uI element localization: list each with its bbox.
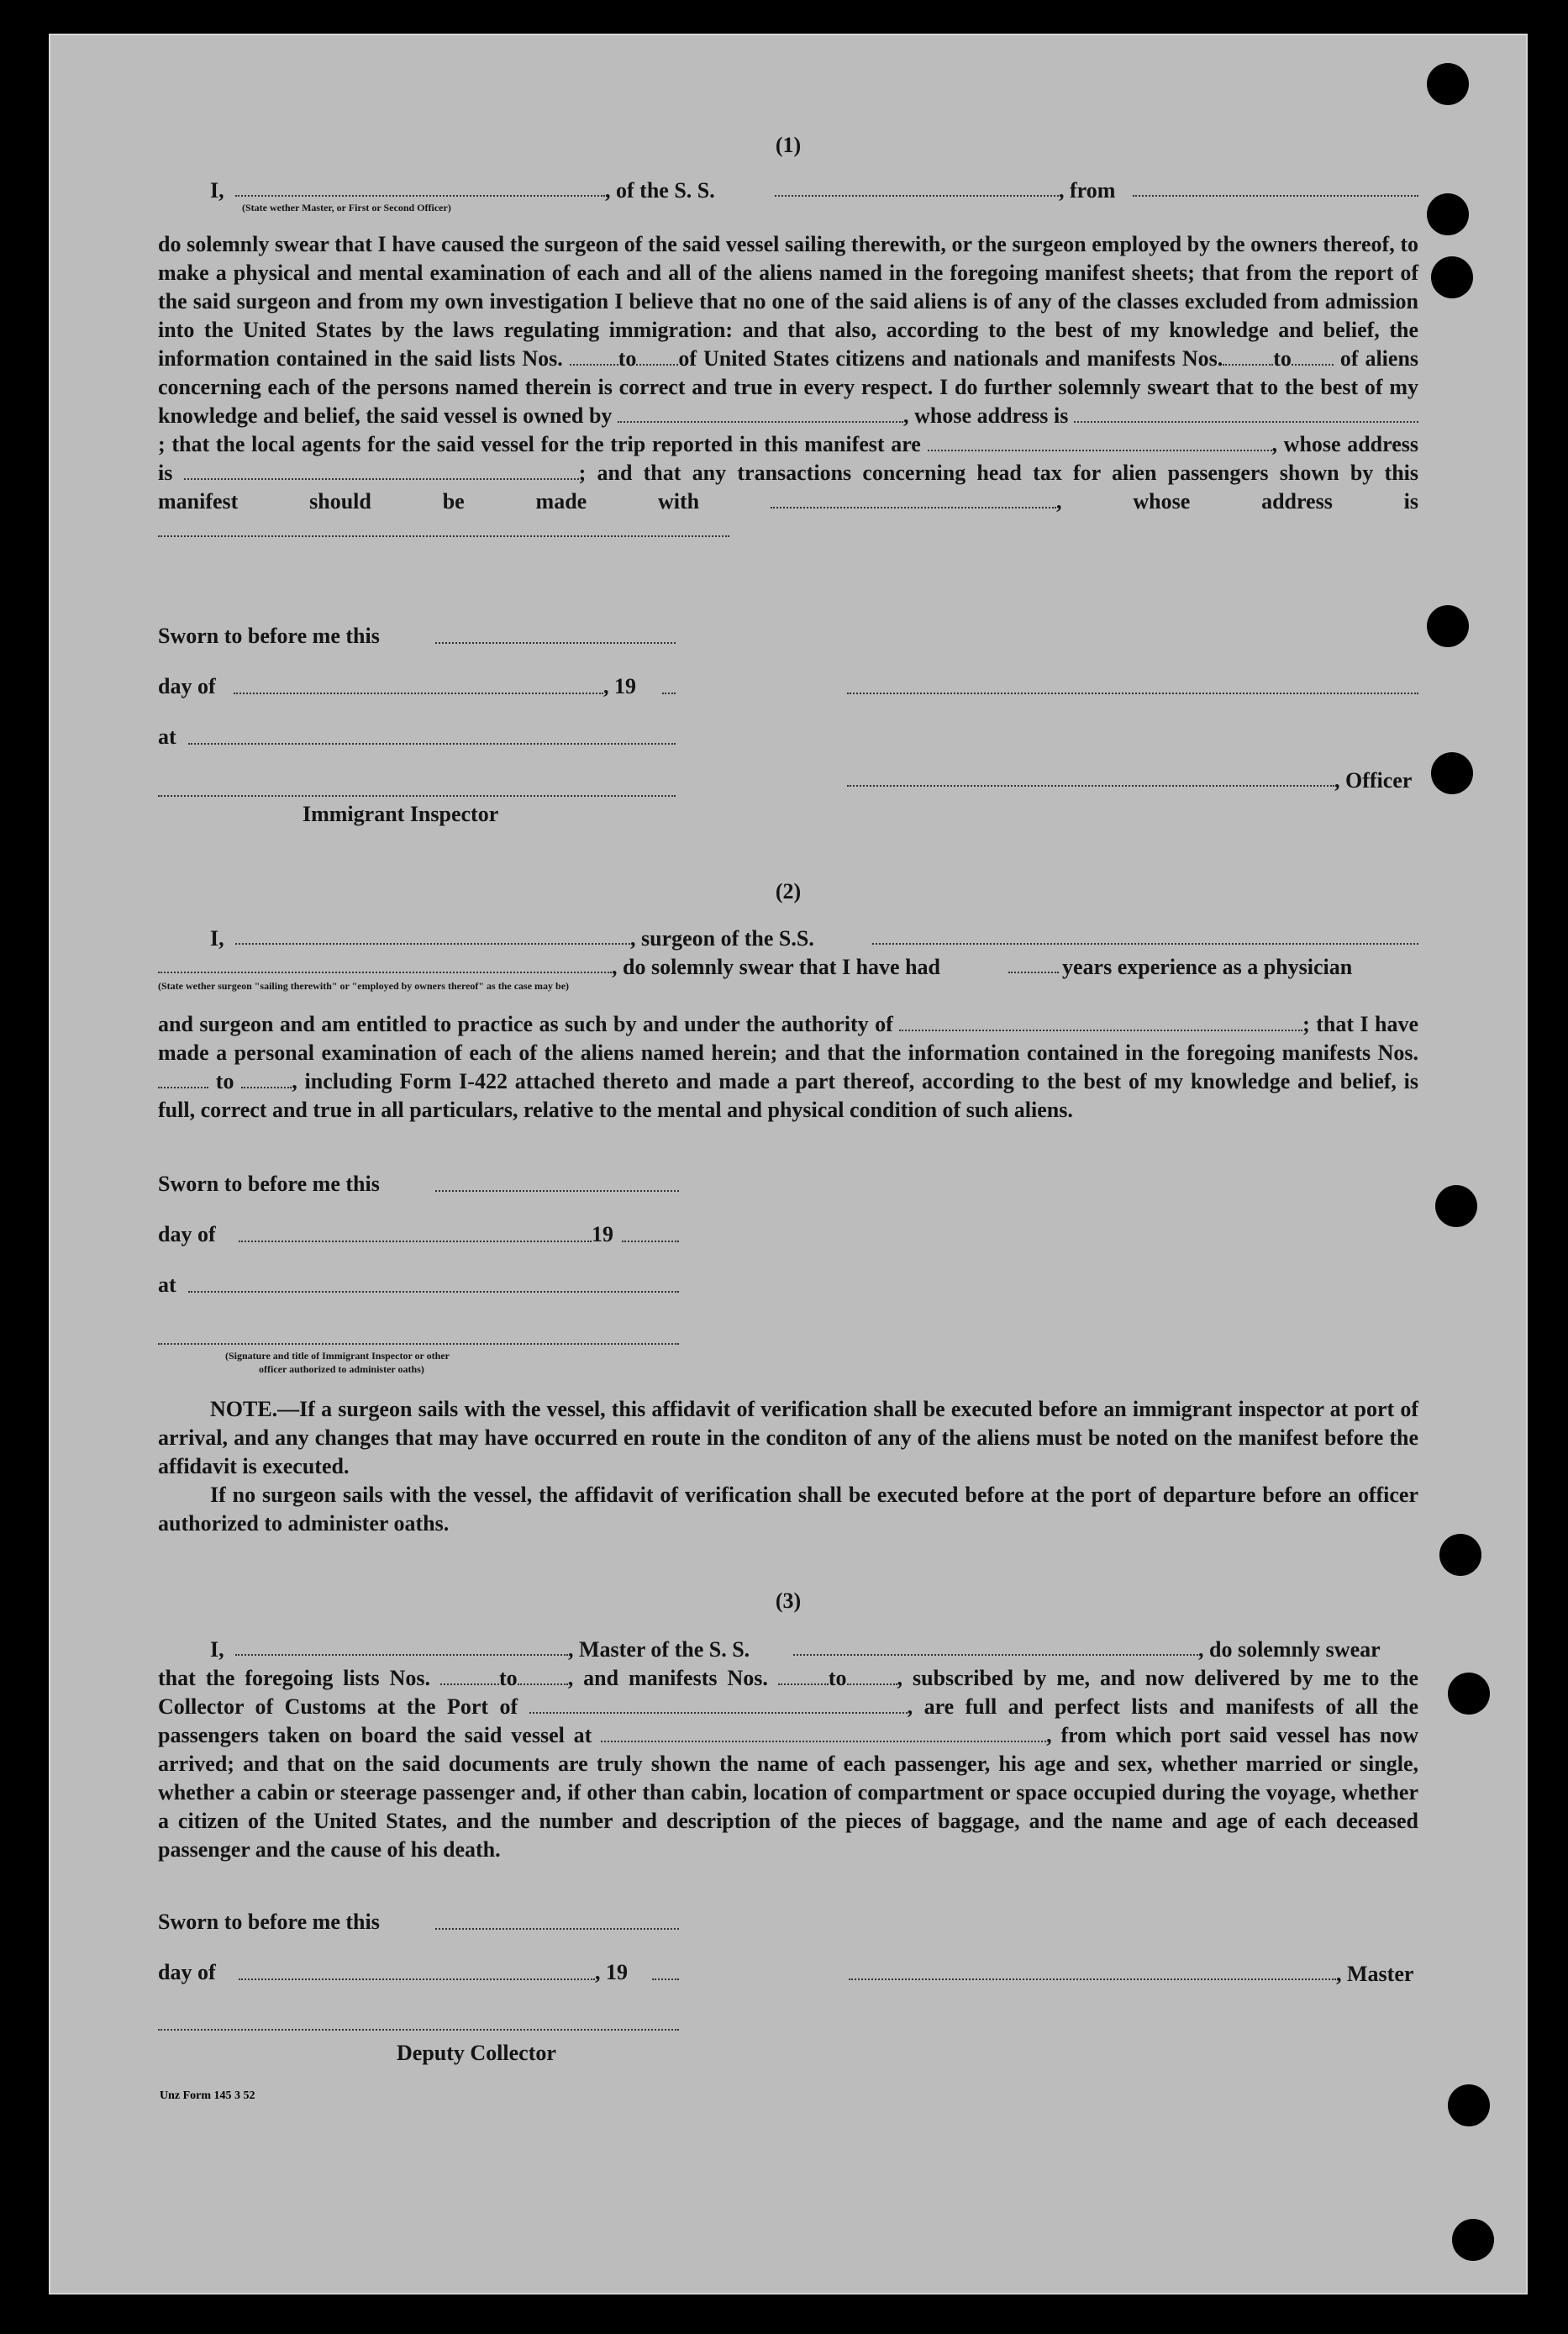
- master-of-label: , Master of the S. S.: [568, 1637, 750, 1662]
- sworn-date-field[interactable]: [435, 1190, 679, 1192]
- nineteen-label: , 19: [595, 1960, 628, 1984]
- punch-hole: [1435, 1185, 1477, 1227]
- section-3-body: [158, 1664, 1418, 1864]
- agents-text: ; that the local agents for the said vessel for the trip reported in this manifest are: [158, 432, 921, 456]
- note-surgeon-sails: NOTE.—If a surgeon sails with the vessel, this affidavit of verification shall be executed before an immigrant inspector at port of arrival, and any changes that may have occurred en route in the conditon of any of the aliens must be noted on the manifest before the affidavit is executed.: [158, 1397, 1418, 1478]
- surgeon-vessel-field[interactable]: [872, 943, 1418, 945]
- from-label: , from: [1046, 1723, 1107, 1747]
- full-lists-text: , are full and perfect lists and manifests of all the passengers taken on board the said vessel at: [158, 1694, 1419, 1747]
- i-label: I,: [210, 178, 224, 203]
- list-from-field[interactable]: [440, 1665, 499, 1685]
- immigrant-inspector-label: Immigrant Inspector: [303, 802, 499, 826]
- master-label: , Master: [1336, 1962, 1414, 1986]
- citizen-list-from-field[interactable]: [570, 345, 618, 366]
- at-label: at: [158, 1272, 176, 1297]
- officer-name-line[interactable]: [847, 785, 1334, 787]
- head-tax-address-field[interactable]: [158, 517, 729, 537]
- from-port-field[interactable]: [1133, 195, 1418, 197]
- year-field[interactable]: [662, 693, 676, 694]
- sworn-label: Sworn to before me this: [158, 1910, 380, 1934]
- form-number: Unz Form 145 3 52: [160, 2089, 255, 2102]
- i-label: I,: [210, 926, 224, 951]
- signature-note-line2: officer authorized to administer oaths): [259, 1363, 424, 1375]
- manifests-text: , and manifests Nos.: [567, 1666, 768, 1690]
- note-no-surgeon: If no surgeon sails with the vessel, the affidavit of verification shall be executed before at the port of departure before an officer authorized to administer oaths.: [158, 1483, 1418, 1536]
- collector-signature-line[interactable]: [158, 2029, 679, 2031]
- officer-signature-line[interactable]: [847, 693, 1418, 694]
- swear-label: , do solemnly swear that I have had: [612, 955, 941, 979]
- to-label: to: [215, 1069, 234, 1093]
- section-2-form-text: , including Form I-422 attached thereto and made a part thereof, according to the best of my knowledge and belief, is full, correct and true in all particulars, relative to the mental and physical condition of such aliens.: [158, 1069, 1419, 1122]
- i-label: I,: [210, 1637, 224, 1662]
- sworn-label: Sworn to before me this: [158, 624, 380, 648]
- agents-address-field[interactable]: [184, 460, 579, 480]
- punch-hole: [1431, 752, 1473, 794]
- section-2-body: [158, 1010, 1418, 1125]
- subscribed-text: , subscribed by me, and now delivered by me to the Collector of Customs at the Port of: [158, 1666, 1419, 1719]
- section-3-detail-text: which port said vessel has now arrived; and that on the said documents are truly shown the name of each passenger, his age and sex, whether married or single, whether a cabin or steerage passenger and, if other than cabin, location of compartment or space occupied during the voyage, whether a citizen of the United States, and the number and description of the pieces of baggage, and the name and age of each deceased passenger and the cause of his death.: [158, 1723, 1419, 1862]
- punch-hole: [1427, 63, 1469, 105]
- manifest-from-field[interactable]: [778, 1665, 829, 1685]
- day-of-field[interactable]: [239, 1241, 592, 1242]
- surgeon-of-label: , surgeon of the S.S.: [630, 926, 814, 951]
- agents-field[interactable]: [928, 431, 1272, 451]
- list-to-field[interactable]: [518, 1665, 568, 1685]
- nineteen-label: 19: [592, 1222, 613, 1246]
- manifest-to-field[interactable]: [847, 1665, 897, 1685]
- citizen-list-to-field[interactable]: [636, 345, 678, 366]
- swear-label: , do solemnly swear: [1198, 1637, 1381, 1662]
- whose-address-label: , whose address is: [158, 432, 1418, 485]
- section-2-exam-text: that I have made a personal examination of each of the aliens named herein; and that the information contained in the foregoing manifests Nos.: [158, 1012, 1418, 1065]
- to-label: to: [828, 1666, 847, 1690]
- section-1-number: (1): [775, 133, 802, 157]
- signature-note-line1: (Signature and title of Immigrant Inspector or other: [225, 1350, 450, 1362]
- of-ss-label: , of the S. S.: [605, 178, 715, 203]
- years-field[interactable]: [1008, 972, 1059, 973]
- day-of-field[interactable]: [234, 693, 603, 694]
- punch-hole: [1427, 193, 1469, 235]
- punch-hole: [1427, 605, 1469, 647]
- master-name-field[interactable]: [235, 1654, 568, 1656]
- punch-hole: [1448, 1673, 1490, 1715]
- at-label: at: [158, 724, 176, 749]
- section-2-number: (2): [775, 879, 802, 904]
- punch-hole: [1448, 2084, 1490, 2126]
- manifest-to-field[interactable]: [241, 1068, 292, 1088]
- surgeon-status-field[interactable]: [158, 972, 612, 973]
- punch-hole: [1452, 2219, 1494, 2261]
- sworn-date-field[interactable]: [435, 1928, 679, 1930]
- section-2-authority-text: and surgeon and am entitled to practice as such by and under the authority of: [158, 1012, 893, 1036]
- year-field[interactable]: [622, 1241, 679, 1242]
- punch-hole: [1431, 256, 1473, 298]
- whose-address-label: , whose address is: [903, 403, 1069, 428]
- punch-hole: [1439, 1534, 1481, 1576]
- lists-text: that the foregoing lists Nos.: [158, 1666, 431, 1690]
- day-of-field[interactable]: [239, 1978, 595, 1980]
- from-label: , from: [1059, 178, 1116, 203]
- day-of-label: day of: [158, 1222, 216, 1246]
- section-1-oath-text: do solemnly swear that I have caused the surgeon of the said vessel sailing therewith, or the surgeon employed by the owners thereof, to make a physical and mental examination of each and all of the aliens named in the foregoing manifest sheets; that from the report of the said surgeon and from my own investigation I believe that no one of the said aliens is of any of the classes excluded from admission into the United States by the laws regulating immigration: and that also, according to the best of my knowledge and belief, the information contained in the said lists Nos.: [158, 232, 1418, 371]
- section-2-note: [158, 1395, 1418, 1538]
- manifest-to-field[interactable]: [1292, 345, 1334, 366]
- to-label: to: [499, 1666, 518, 1690]
- vessel-name-field[interactable]: [775, 195, 1059, 197]
- head-tax-contact-field[interactable]: [771, 488, 1056, 508]
- section-3-number: (3): [775, 1588, 802, 1613]
- to-label: to: [1273, 346, 1292, 371]
- comma: ,: [1056, 489, 1062, 514]
- whose-address-label: whose address is: [1133, 489, 1419, 514]
- manifest-from-field[interactable]: [1223, 345, 1273, 366]
- sworn-date-field[interactable]: [435, 642, 676, 644]
- owner-address-field[interactable]: [1074, 403, 1418, 423]
- inspector-signature-line[interactable]: [158, 1343, 679, 1345]
- years-label: years experience as a physician: [1062, 955, 1353, 979]
- aliens-text: of aliens concerning each of the persons named therein is correct and true in every respect. I do further solemnly sweart that to the best of my knowledge and belief, the said vessel is owned by: [158, 346, 1419, 428]
- semicolon: ;: [1302, 1012, 1310, 1036]
- nineteen-label: , 19: [603, 674, 636, 698]
- day-of-label: day of: [158, 674, 216, 698]
- citizens-text: of United States citizens and nationals and manifests Nos.: [678, 346, 1223, 371]
- officer-rank-note: (State wether Master, or First or Second Officer): [242, 202, 451, 213]
- section-1-body: [158, 230, 1418, 545]
- officer-label: , Officer: [1334, 768, 1413, 793]
- head-tax-text: ; and that any transactions concerning head tax for alien passengers shown by this manifest should be made with: [158, 461, 1419, 514]
- surgeon-status-note: (State wether surgeon "sailing therewith" or "employed by owners thereof" as the case may be): [158, 980, 570, 992]
- inspector-signature-line[interactable]: [158, 795, 676, 797]
- authority-field[interactable]: [899, 1011, 1302, 1031]
- day-of-label: day of: [158, 1960, 216, 1984]
- at-place-field[interactable]: [188, 1291, 679, 1293]
- boarding-port-field[interactable]: [601, 1722, 1046, 1742]
- at-place-field[interactable]: [188, 743, 676, 745]
- year-field[interactable]: [652, 1978, 679, 1980]
- port-field[interactable]: [529, 1694, 908, 1714]
- owner-field[interactable]: [618, 403, 903, 423]
- form-page: [49, 34, 1528, 2294]
- sworn-label: Sworn to before me this: [158, 1172, 380, 1196]
- deputy-collector-label: Deputy Collector: [397, 2041, 556, 2065]
- surgeon-name-field[interactable]: [235, 943, 630, 945]
- officer-rank-field[interactable]: [235, 195, 605, 197]
- master-vessel-field[interactable]: [793, 1654, 1198, 1656]
- manifest-from-field[interactable]: [158, 1068, 208, 1088]
- to-label: to: [618, 346, 637, 371]
- master-signature-line[interactable]: [849, 1978, 1336, 1980]
